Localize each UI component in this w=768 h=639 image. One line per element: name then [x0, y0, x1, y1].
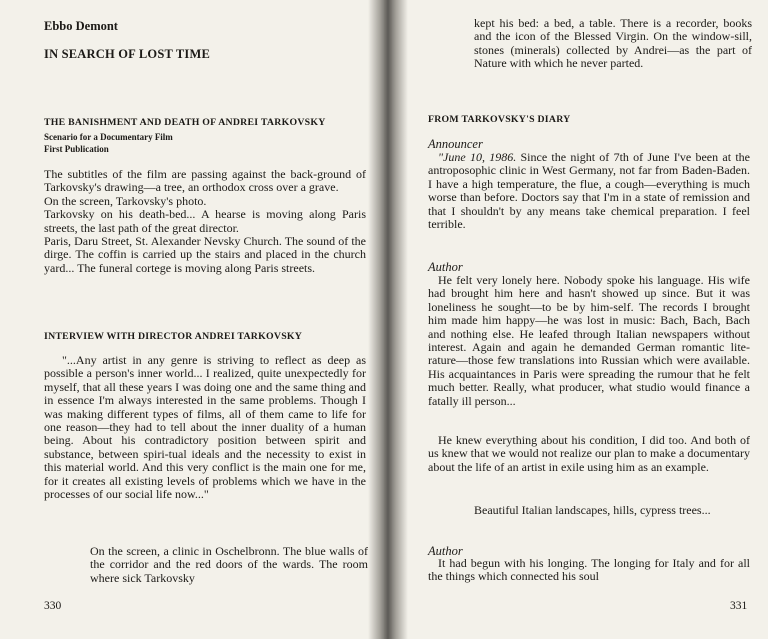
author-text-condition: He knew everything about his condition, I did too. And both of us knew that we would not realize our plan to make a documentary about the life of an artist in exile using him as an example. — [428, 433, 750, 474]
page-number-left: 330 — [44, 600, 62, 612]
diary-date: "June 10, 1986. — [438, 150, 517, 164]
italian-landscapes-note: Beautiful Italian landscapes, hills, cypress trees... — [474, 503, 711, 517]
diary-entry — [428, 151, 750, 231]
diary-entry-text: Since the night of 7th of June I've been at the antroposophic clinic in West Germany, not far from Baden-Baden. I have a high temperature, the flue, a cough—everything is much worse than before. Doctors say that I'm in a state of remission and that I shouldn't by any means take chemical preparation. I feel terrible. — [428, 150, 750, 232]
section-subtitle-scenario: Scenario for a Documentary Film — [44, 132, 173, 142]
author-text-loneliness: He felt very lonely here. Nobody spoke his language. His wife had brought him here and hasn't showed up since. But it was loneliness he sought—to be by him-self. The records I brought him made him happy—he was lost in music: Bach, Bach, Bach and nothing else. He leafed through Italian newspapers without interest. Again and again he demanded German romantic lite-rature—those few translations into Russian which were available. His acquaintances in Paris were spreading the rumour that he felt much better. Really, what producer, what studio would finance a fatally ill person... — [428, 273, 750, 408]
right-page — [392, 0, 768, 639]
section-heading-banishment: THE BANISHMENT AND DEATH OF ANDREI TARKOVSKY — [44, 117, 326, 128]
scenario-text: The subtitles of the film are passing against the back-ground of Tarkovsky's drawing—a tree, an orthodox cross over a grave. On the screen, Tarkovsky's photo. Tarkovsky on his death-bed... A hearse is moving along Paris streets, the last path of the great director. Paris, Daru Street, St. Alexander Nevsky Church. The sound of the dirge. The coffin is carried up the stairs and placed in the church yard... The funeral cortege is moving along Paris streets. — [44, 167, 366, 275]
book-gutter-shadow — [368, 0, 408, 639]
clinic-room-continuation: kept his bed: a bed, a table. There is a recorder, books and the icon of the Blessed Virgin. On the window-sill, stones (minerals) collected by Andrei—as the part of Nature with which he never parted. — [474, 16, 752, 71]
author-text-longing: It had begun with his longing. The longing for Italy and for all the things which connected his soul — [428, 556, 750, 584]
page-number-right: 331 — [730, 600, 748, 612]
section-heading-interview: INTERVIEW WITH DIRECTOR ANDREI TARKOVSKY — [44, 331, 303, 342]
interview-quote: "...Any artist in any genre is striving to reflect as deep as possible a person's inner world... I realized, quite unexpectedly for myself, that all these years I was doing one and the same thing and in essence I'm always interested in the same problems. Though I was making different types of films, all of them came to life for one reason—they had to tell about the inner duality of a human being. About his contradictory position between spirit and substance, between spiri-tual ideals and the necessity to exist in this material world. And this very conflict is the main one for me, for it creates all existing levels of problems which we have in the processes of our social life now..." — [44, 353, 366, 502]
author-label-2: Author — [428, 544, 463, 558]
author-label-1: Author — [428, 260, 463, 274]
book-title: IN SEARCH OF LOST TIME — [44, 47, 211, 61]
announcer-label: Announcer — [428, 137, 483, 151]
section-subtitle-publication: First Publication — [44, 144, 109, 154]
diary-heading: FROM TARKOVSKY'S DIARY — [428, 114, 571, 125]
author-name: Ebbo Demont — [44, 19, 118, 33]
clinic-screen-note: On the screen, a clinic in Oschelbronn. The blue walls of the corridor and the red doors of the wards. The room where sick Tarkovsky — [90, 544, 368, 585]
